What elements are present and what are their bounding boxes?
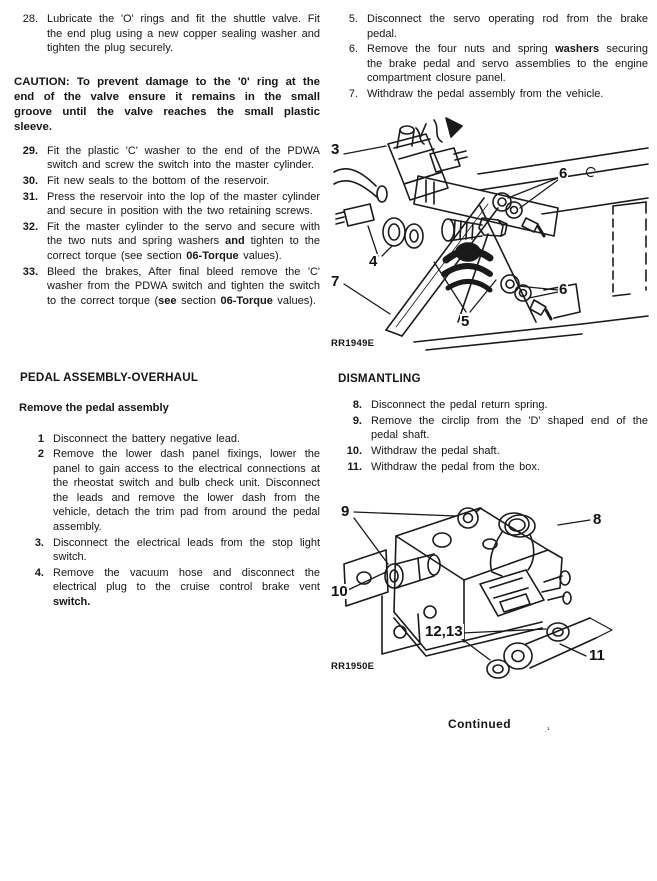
item-text: Disconnect the pedal return spring. [371, 399, 548, 412]
continued-label [448, 717, 648, 739]
pedal-servo-illustration [330, 114, 652, 357]
callout-7: 7 [331, 272, 340, 290]
callout-10: 10 [331, 583, 348, 601]
item-number: 7. [348, 87, 358, 100]
item-number: 10. [346, 444, 362, 457]
section-heading: PEDAL ASSEMBLY-OVERHAUL [20, 371, 199, 385]
list-item [14, 265, 320, 309]
item-number: 33. [22, 265, 38, 278]
callout-4: 4 [369, 252, 378, 270]
item-text: Disconnect the battery negative lead. [53, 432, 241, 445]
callout-5: 5 [461, 312, 470, 330]
continued-text: Continued [448, 717, 511, 732]
list-item [14, 174, 320, 189]
instruction-list-28 [14, 12, 320, 56]
list-item [336, 460, 648, 475]
item-number: 4. [34, 566, 44, 579]
list-item [336, 87, 648, 102]
item-number: 3. [34, 536, 44, 549]
item-text: Fit the plastic 'C' washer to the end of the PDWA switch and screw the switch into the master cylinder. [47, 144, 320, 172]
item-text: Withdraw the pedal assembly from the vehicle. [367, 87, 604, 100]
item-text: Disconnect the servo operating rod from the brake pedal. [367, 13, 648, 40]
list-item [14, 220, 320, 264]
figure2-code: RR1950E [331, 661, 375, 673]
item-text: Fit new seals to the bottom of the reservoir. [47, 174, 270, 187]
callout-11: 11 [589, 647, 605, 665]
callout-9: 9 [341, 503, 350, 521]
item-number: 5. [348, 13, 358, 25]
dismantling-heading: DISMANTLING [338, 371, 421, 385]
item-text: Remove the circlip from the 'D' shaped end of the pedal shaft. [371, 414, 648, 442]
callout-3: 3 [331, 140, 340, 158]
list-item [14, 566, 320, 610]
item-number: 31. [22, 190, 38, 203]
list-item [336, 444, 648, 459]
left-column [14, 12, 320, 611]
figure-rr1950e [330, 492, 652, 692]
list-item [336, 398, 648, 413]
item-text: Disconnect the electrical leads from the stop light switch. [53, 536, 320, 564]
item-text: Fit the master cylinder to the servo and secure with the two nuts and spring washers and tighten to the correct torque (see section 06-Torque values). [47, 220, 320, 262]
callout-6-lower: 6 [559, 280, 568, 298]
item-text: Remove the four nuts and spring washers securing the brake pedal and servo assemblies to the engine compartment closure panel. [367, 43, 648, 85]
item-number: 11. [347, 460, 362, 473]
item-number: 1 [37, 432, 44, 445]
instruction-list-1-4 [14, 432, 320, 610]
scan-speck: .¹ [544, 727, 550, 735]
caution-note: CAUTION: To prevent damage to the '0' ring at the end of the valve ensure it remains in the small groove until the valve reaches the small plastic sleeve. [14, 75, 320, 133]
item-number: 29. [22, 144, 38, 157]
subsection-heading: Remove the pedal assembly [19, 401, 169, 414]
callout-6-upper: 6 [559, 164, 568, 182]
item-number: 9. [352, 414, 362, 427]
callout-8: 8 [593, 511, 602, 529]
item-text: Press the reservoir into the lop of the master cylinder and secure in position with the two retaining screws. [47, 190, 320, 218]
item-number: 28. [22, 13, 38, 25]
instruction-list-8-11 [336, 398, 648, 474]
instruction-list-5-7 [336, 12, 648, 102]
list-item [336, 12, 648, 41]
item-number: 6. [348, 43, 358, 56]
list-item [14, 12, 320, 56]
list-item [14, 144, 320, 173]
item-number: 30. [22, 174, 38, 187]
list-item [14, 190, 320, 219]
item-number: 2 [37, 448, 44, 461]
list-item [14, 447, 320, 535]
item-number: 32. [22, 220, 38, 233]
item-text: Remove the vacuum hose and disconnect the electrical plug to the cruise control brake vent switch. [53, 566, 320, 609]
list-item [336, 42, 648, 86]
list-item [14, 536, 320, 565]
item-text: Withdraw the pedal shaft. [371, 444, 500, 457]
item-text: Remove the lower dash panel fixings, lower the panel to gain access to the electrical connections at the rheostat switch and bulb check unit. Disconnect the leads and remove the lower dash from the vehicle, detach the trim pad from around the pedal assembly. [53, 448, 320, 534]
item-text: Lubricate the 'O' rings and fit the shuttle valve. Fit the end plug using a new copper sealing washer and tighten the plug securely. [47, 13, 320, 55]
item-text: Withdraw the pedal from the box. [371, 460, 540, 473]
list-item [14, 432, 320, 447]
right-column [331, 12, 648, 739]
item-number: 8. [352, 399, 362, 412]
figure-rr1949e [330, 114, 652, 357]
item-text: Bleed the brakes, After final bleed remove the 'C' washer from the PDWA switch and tighten the switch to the correct torque (see section 06-Torque values). [47, 265, 320, 307]
instruction-list-29-33 [14, 144, 320, 309]
figure1-code: RR1949E [331, 337, 375, 349]
list-item [336, 414, 648, 443]
callout-12-13: 12,13 [425, 623, 463, 641]
